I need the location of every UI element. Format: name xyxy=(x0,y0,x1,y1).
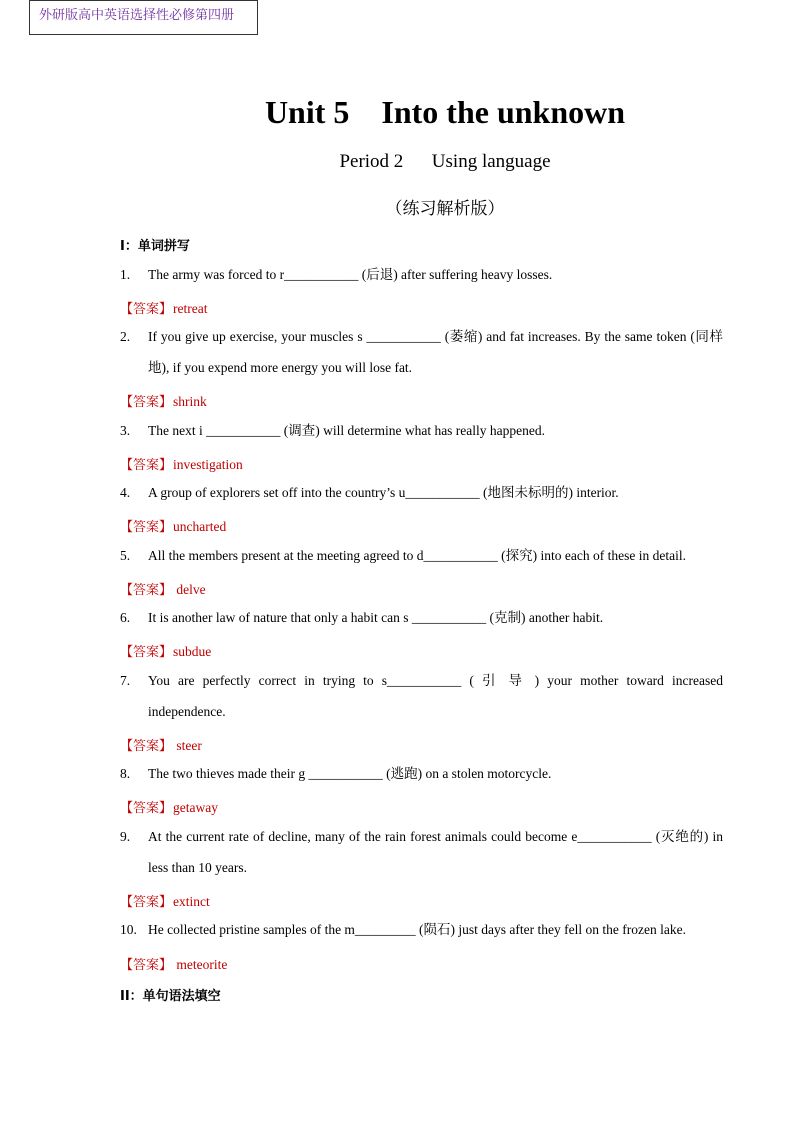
question-text: The next i ___________ (调查) will determine what has really happened. xyxy=(148,423,546,438)
question-text: A group of explorers set off into the country’s u___________ (地图未标明的) interior. xyxy=(148,485,619,500)
answer-line xyxy=(120,391,207,410)
question-number: 4. xyxy=(120,485,131,500)
answer-label: 【答案】 xyxy=(120,645,173,660)
question-number: 5. xyxy=(120,548,131,563)
answer-label: 【答案】 xyxy=(120,458,173,473)
question-text: At the current rate of decline, many of the rain forest animals could become e___________ (灭绝的) in less than 10 years. xyxy=(148,829,723,875)
question-number: 6. xyxy=(120,610,131,625)
answer-line xyxy=(120,298,207,317)
answer-value: investigation xyxy=(173,457,243,472)
answer-value: extinct xyxy=(173,894,210,909)
section-heading-spelling: I：单词拼写 xyxy=(120,239,190,254)
header-tag: 外研版高中英语选择性必修第四册 xyxy=(29,0,258,35)
answer-line xyxy=(120,797,218,816)
page-subtitle-edition: （练习解析版） xyxy=(385,199,505,219)
question-text: All the members present at the meeting agreed to d___________ (探究) into each of these in detail. xyxy=(148,548,686,563)
answer-label: 【答案】 xyxy=(120,395,173,410)
answer-label: 【答案】 xyxy=(120,520,173,535)
answer-label: 【答案】 xyxy=(120,895,173,910)
question-number: 7. xyxy=(120,673,131,688)
answer-line xyxy=(120,641,211,660)
answer-label: 【答案】 xyxy=(120,302,173,317)
question-text: He collected pristine samples of the m_________ (陨石) just days after they fell on the frozen lake. xyxy=(148,922,686,937)
question-number: 8. xyxy=(120,766,131,781)
question-text: The army was forced to r___________ (后退) after suffering heavy losses. xyxy=(148,267,553,282)
question-text: You are perfectly correct in trying to s___________ ( 引 导 ) your mother toward increased independence. xyxy=(148,673,723,719)
question-text: The two thieves made their g ___________ (逃跑) on a stolen motorcycle. xyxy=(148,766,552,781)
answer-value: meteorite xyxy=(173,957,228,972)
answer-line xyxy=(120,454,243,473)
answer-line xyxy=(120,891,210,910)
answer-value: uncharted xyxy=(173,519,227,534)
question-text: If you give up exercise, your muscles s ___________ (萎缩) and fat increases. By the same token (同样地), if you expend more energy you will lose fat. xyxy=(148,329,723,375)
question-number: 2. xyxy=(120,329,131,344)
question-number: 1. xyxy=(120,267,131,282)
answer-value: retreat xyxy=(173,301,208,316)
answer-label: 【答案】 xyxy=(120,739,173,754)
answer-line xyxy=(120,735,202,754)
answer-value: subdue xyxy=(173,644,212,659)
answer-line xyxy=(120,579,206,598)
answer-label: 【答案】 xyxy=(120,801,173,816)
question-number: 3. xyxy=(120,423,131,438)
answer-value: shrink xyxy=(173,394,207,409)
answer-value: delve xyxy=(173,582,206,597)
answer-line xyxy=(120,516,226,535)
page-title: Unit 5 Into the unknown xyxy=(264,94,626,130)
question-number: 10. xyxy=(120,922,137,937)
answer-value: getaway xyxy=(173,800,218,815)
question-number: 9. xyxy=(120,829,131,844)
question-text: It is another law of nature that only a habit can s ___________ (克制) another habit. xyxy=(148,610,604,625)
answer-label: 【答案】 xyxy=(120,958,173,973)
answer-line xyxy=(120,954,227,973)
section-heading-grammar: II：单句语法填空 xyxy=(120,989,221,1004)
answer-value: steer xyxy=(173,738,202,753)
page-subtitle: Period 2 Using language xyxy=(339,151,551,172)
answer-label: 【答案】 xyxy=(120,583,173,598)
